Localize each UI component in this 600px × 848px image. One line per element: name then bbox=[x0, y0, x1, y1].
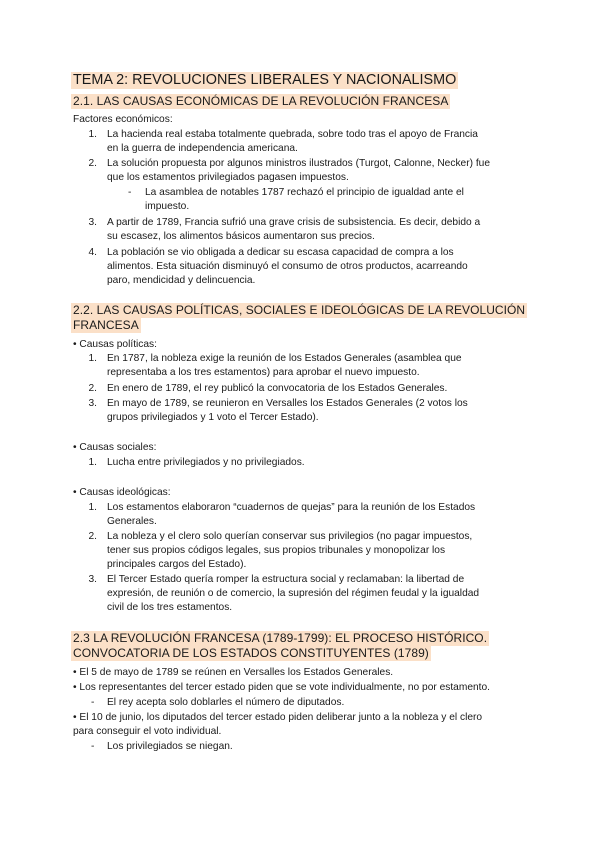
list-number: 2. bbox=[88, 531, 97, 542]
document-title: TEMA 2: REVOLUCIONES LIBERALES Y NACIONALISMO bbox=[73, 72, 457, 88]
paragraph-line: • El 10 de junio, los diputados del tercer estado piden deliberar junto a la nobleza y el clero bbox=[73, 712, 483, 723]
sub-item-line: impuesto. bbox=[145, 201, 190, 212]
list-item-line: representaba a los tres estamentos) para aprobar el nuevo impuesto. bbox=[107, 367, 420, 378]
sub-bullet: - bbox=[128, 187, 132, 198]
list-item-line: tener sus propios códigos legales, sus propios tribunales y monopolizar los bbox=[107, 545, 446, 556]
paragraph-line: para conseguir el voto individual. bbox=[73, 726, 222, 737]
sub-item-line: El rey acepta solo doblarles el número de diputados. bbox=[107, 697, 345, 708]
list-number: 1. bbox=[88, 129, 97, 140]
section-heading-2-2: 2.2. LAS CAUSAS POLÍTICAS, SOCIALES E IDEOLÓGICAS DE LA REVOLUCIÓN bbox=[73, 303, 526, 317]
list-number: 2. bbox=[88, 158, 97, 169]
sub-bullet: - bbox=[91, 741, 95, 752]
list-item-line: paro, mendicidad y delincuencia. bbox=[107, 275, 256, 286]
sub-bullet: - bbox=[91, 697, 95, 708]
list-number: 3. bbox=[88, 217, 97, 228]
group-label-ideologicas: • Causas ideológicas: bbox=[73, 487, 171, 498]
group-label-sociales: • Causas sociales: bbox=[73, 442, 157, 453]
paragraph-line: • Los representantes del tercer estado piden que se vote individualmente, no por estamento. bbox=[73, 682, 490, 693]
group-label-politicas: • Causas políticas: bbox=[73, 339, 157, 350]
list-number: 3. bbox=[88, 398, 97, 409]
list-item-line: La hacienda real estaba totalmente quebrada, sobre todo tras el apoyo de Francia bbox=[107, 129, 478, 140]
list-number: 3. bbox=[88, 574, 97, 585]
section-heading-2-2-cont: FRANCESA bbox=[73, 318, 139, 332]
list-number: 1. bbox=[88, 353, 97, 364]
paragraph-line: • El 5 de mayo de 1789 se reúnen en Versalles los Estados Generales. bbox=[73, 667, 394, 678]
section-heading-2-3-cont: CONVOCATORIA DE LOS ESTADOS CONSTITUYENTES (1789) bbox=[73, 646, 429, 660]
list-number: 4. bbox=[88, 247, 97, 258]
list-number: 2. bbox=[88, 383, 97, 394]
list-item-line: Lucha entre privilegiados y no privilegiados. bbox=[107, 457, 305, 468]
list-item-line: principales cargos del Estado). bbox=[107, 559, 247, 570]
sub-item-line: Los privilegiados se niegan. bbox=[107, 741, 233, 752]
list-item-line: En mayo de 1789, se reunieron en Versalles los Estados Generales (2 votos los bbox=[107, 398, 468, 409]
sub-item-line: La asamblea de notables 1787 rechazó el principio de igualdad ante el bbox=[145, 187, 464, 198]
list-item-line: que los estamentos privilegiados pagasen impuestos. bbox=[107, 172, 349, 183]
section-heading-2-3: 2.3 LA REVOLUCIÓN FRANCESA (1789-1799): EL PROCESO HISTÓRICO. bbox=[73, 631, 488, 645]
list-item-line: Los estamentos elaboraron “cuadernos de quejas” para la reunión de los Estados bbox=[107, 502, 476, 513]
list-number: 1. bbox=[88, 502, 97, 513]
list-item-line: En 1787, la nobleza exige la reunión de los Estados Generales (asamblea que bbox=[107, 353, 462, 364]
section-heading-2-1: 2.1. LAS CAUSAS ECONÓMICAS DE LA REVOLUCIÓN FRANCESA bbox=[73, 94, 449, 108]
list-item-line: El Tercer Estado quería romper la estructura social y reclamaban: la libertad de bbox=[107, 574, 465, 585]
list-item-line: La población se vio obligada a dedicar su escasa capacidad de compra a los bbox=[107, 247, 454, 258]
list-item-line: civil de los tres estamentos. bbox=[107, 602, 233, 613]
list-item-line: La nobleza y el clero solo querían conservar sus privilegios (no pagar impuestos, bbox=[107, 531, 473, 542]
section-intro: Factores económicos: bbox=[73, 114, 173, 125]
list-item-line: La solución propuesta por algunos ministros ilustrados (Turgot, Calonne, Necker) fue bbox=[107, 158, 490, 169]
list-item-line: expresión, de reunión o de comercio, la supresión del régimen feudal y la igualdad bbox=[107, 588, 480, 599]
list-item-line: En enero de 1789, el rey publicó la convocatoria de los Estados Generales. bbox=[107, 383, 448, 394]
list-item-line: su escasez, los alimentos básicos aumentaron sus precios. bbox=[107, 231, 375, 242]
list-item-line: alimentos. Esta situación disminuyó el consumo de otros productos, acarreando bbox=[107, 261, 468, 272]
list-item-line: Generales. bbox=[107, 516, 157, 527]
list-item-line: en la guerra de independencia americana. bbox=[107, 143, 298, 154]
list-item-line: A partir de 1789, Francia sufrió una grave crisis de subsistencia. Es decir, debido a bbox=[107, 217, 481, 228]
list-number: 1. bbox=[88, 457, 97, 468]
list-item-line: grupos privilegiados y 1 voto el Tercer Estado). bbox=[107, 412, 319, 423]
